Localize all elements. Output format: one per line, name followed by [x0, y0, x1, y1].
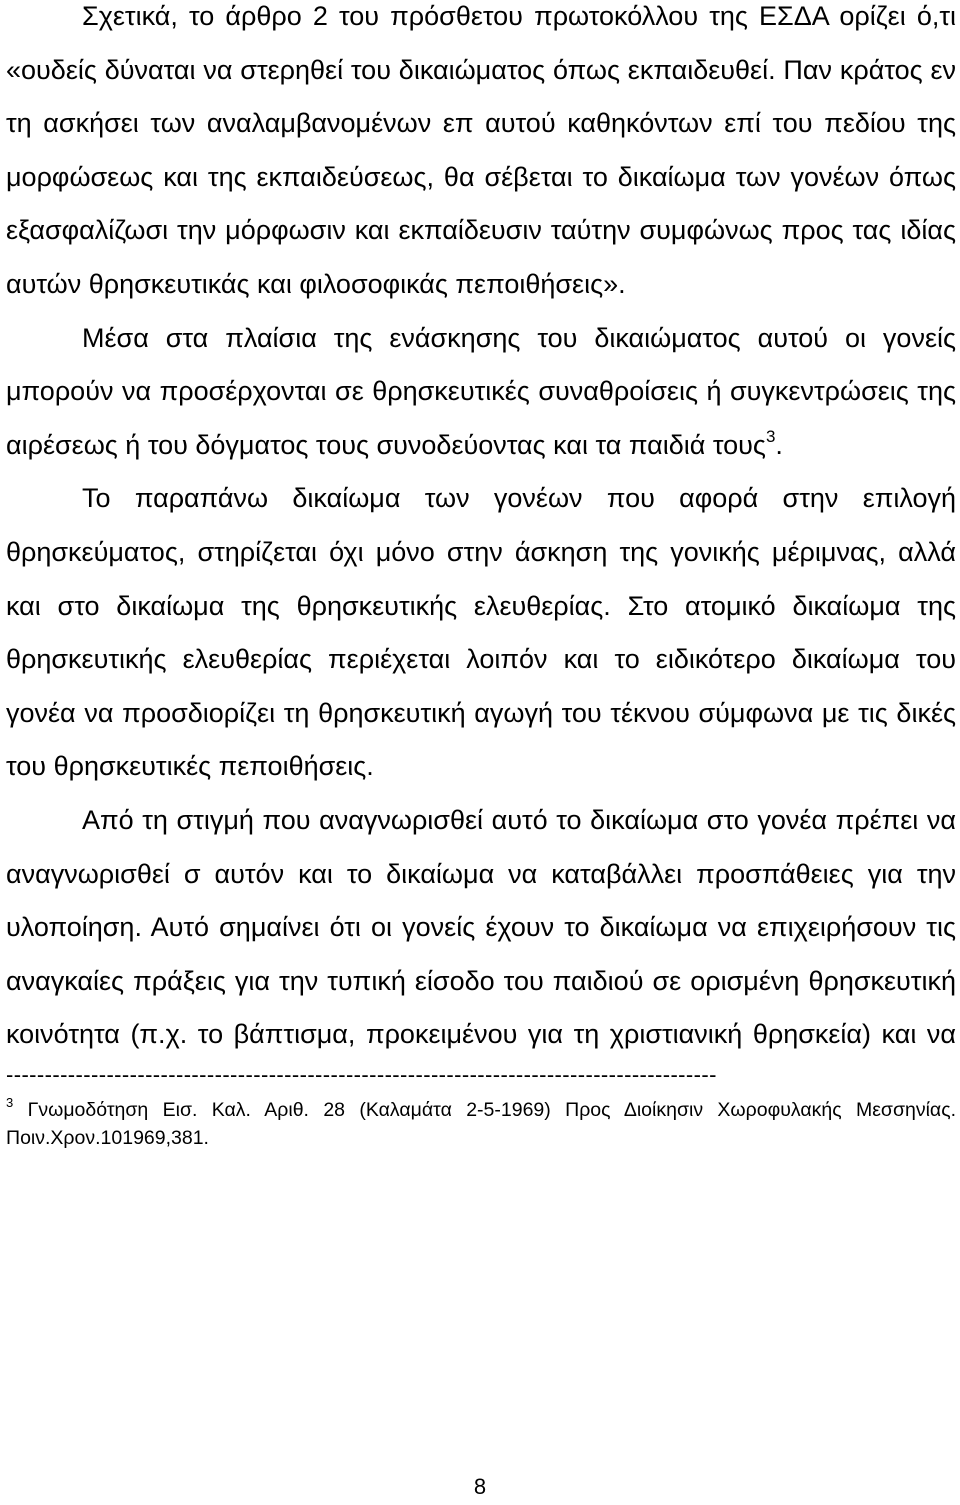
paragraph-parental-right-text: Μέσα στα πλαίσια της ενάσκησης του δικαιώματος αυτού οι γονείς μπορούν να προσέρχονται σε θρησκευτικές συναθροίσεις ή συγκεντρώσεις της αιρέσεως ή του δόγματος τους συνοδεύοντας και τα παιδιά τους	[6, 322, 956, 460]
footnote-number: 3	[6, 1094, 14, 1110]
document-page	[6, 0, 956, 1152]
footnote-reference[interactable]: 3	[765, 426, 776, 446]
footnote-separator: --------------------------------------------------------------------------------------------	[6, 1061, 717, 1087]
footnote-text: Γνωμοδότηση Εισ. Καλ. Αριθ. 28 (Καλαμάτα 2-5-1969) Προς Διοίκησιν Χωροφυλακής Μεσσηνίας. Ποιν.Χρον.101969,381.	[6, 1098, 957, 1149]
paragraph-religious-freedom: Το παραπάνω δικαίωμα των γονέων που αφορά στην επιλογή θρησκεύματος, στηρίζεται όχι μόνο στην άσκηση της γονικής μέριμνας, αλλά και στο δικαίωμα της θρησκευτικής ελευθερίας. Στο ατομικό δικαίωμα της θρησκευτικής ελευθερίας περιέχεται λοιπόν και το ειδικότερο δικαίωμα του γονέα να προσδιορίζει τη θρησκευτική αγωγή του τέκνου σύμφωνα με τις δικές του θρησκευτικές πεποιθήσεις.	[6, 483, 956, 782]
page-number: 8	[473, 1474, 487, 1499]
paragraph-echr-article: Σχετικά, το άρθρο 2 του πρόσθετου πρωτοκόλλου της ΕΣΔΑ ορίζει ό,τι «ουδείς δύναται να στερηθεί του δικαιώματος όπως εκπαιδευθεί. Παν κράτος εν τη ασκήσει των αναλαμβανομένων επ αυτού καθηκόντων επί του πεδίου της μορφώσεως και της εκπαιδεύσεως, θα σέβεται το δικαίωμα των γονέων όπως εξασφαλίζωσι την μόρφωσιν και εκπαίδευσιν ταύτην συμφώνως προς τας ιδίας αυτών θρησκευτικάς και φιλοσοφικάς πεποιθήσεις».	[6, 1, 956, 299]
paragraph-recognition: Από τη στιγμή που αναγνωρισθεί αυτό το δικαίωμα στο γονέα πρέπει να αναγνωρισθεί σ αυτόν και το δικαίωμα να καταβάλλει προσπάθειες για την υλοποίηση. Αυτό σημαίνει ότι οι γονείς έχουν το δικαίωμα να επιχειρήσουν τις αναγκαίες πράξεις για την τυπική είσοδο του παιδιού σε ορισμένη θρησκευτική κοινότητα (π.χ. το βάπτισμα, προκειμένου για τη χριστιανική θρησκεία) και να	[6, 804, 956, 1050]
paragraph-parental-right	[6, 312, 956, 473]
footnote	[6, 1096, 956, 1152]
paragraph-parental-right-end: .	[775, 429, 783, 460]
